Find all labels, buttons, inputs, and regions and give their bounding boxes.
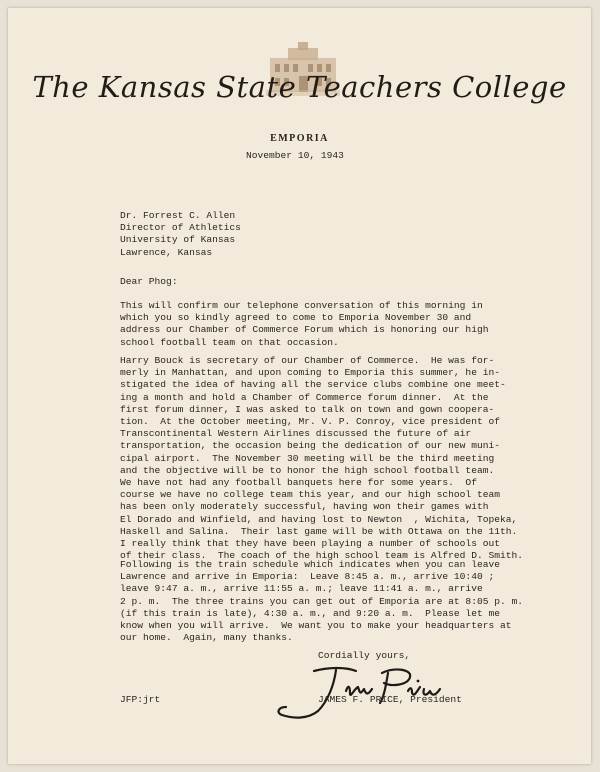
body-line: Haskell and Salina. Their last game will be with Ottawa on the 11th.: [120, 525, 518, 537]
letter-page: [8, 8, 591, 764]
letterhead-title: The Kansas State Teachers College: [32, 70, 567, 104]
body-line: This will confirm our telephone conversation of this morning in: [120, 300, 483, 311]
body-line: of their class. The coach of the high school team is Alfred D. Smith.: [120, 550, 524, 562]
body-line: tion. At the October meeting, Mr. V. P. Conroy, vice president of: [120, 416, 500, 428]
body-line: course we have no college team this year, and our high school team: [120, 489, 500, 501]
body-line: Lawrence and arrive in Emporia: Leave 8:45 a. m., arrive 10:40 ;: [120, 571, 495, 583]
body-line: We have not had any football banquets here for some years. Of: [120, 477, 477, 489]
salutation: Dear Phog:: [120, 276, 178, 287]
body-line: merly in Manhattan, and upon coming to Emporia this summer, he in-: [120, 367, 500, 379]
recipient-line: University of Kansas: [120, 234, 236, 246]
body-line: first forum dinner, I was asked to talk on town and gown coopera-: [120, 403, 495, 415]
body-line: cipal airport. The November 30 meeting will be the third meeting: [120, 452, 495, 464]
paragraph-background: [120, 355, 523, 562]
recipient-address: [120, 210, 241, 259]
body-line: leave 9:47 a. m., arrive 11:55 a. m.; leave 11:41 a. m., arrive: [120, 583, 483, 595]
body-line: address our Chamber of Commerce Forum which is honoring our high: [120, 324, 489, 336]
body-line: Following is the train schedule which indicates when you can leave: [120, 559, 500, 570]
body-line: which you so kindly agreed to come to Emporia November 30 and: [120, 312, 472, 324]
body-line: Transcontinental Western Airlines discussed the future of air: [120, 428, 472, 440]
body-line: stigated the idea of having all the service clubs combine one meet-: [120, 379, 506, 391]
signer-name: JAMES F. PRICE, President: [318, 694, 462, 705]
body-line: I really think that they have been playing a number of schools out: [120, 538, 500, 550]
body-line: school football team on that occasion.: [120, 336, 339, 348]
body-line: El Dorado and Winfield, and having lost to Newton , Wichita, Topeka,: [120, 513, 518, 525]
letterhead-city: EMPORIA: [270, 133, 329, 144]
body-line: 2 p. m. The three trains you can get out of Emporia are at 8:05 p. m.: [120, 595, 524, 607]
recipient-line: Lawrence, Kansas: [120, 246, 213, 258]
body-line: has been only moderately successful, having won their games with: [120, 501, 489, 513]
handwritten-signature: [274, 663, 444, 723]
typist-initials: JFP:jrt: [120, 694, 161, 705]
letter-date: November 10, 1943: [246, 150, 344, 161]
body-line: and the objective will be to honor the high school football team.: [120, 464, 495, 476]
body-line: know when you will arrive. We want you to make your headquarters at: [120, 620, 512, 632]
body-line: our home. Again, many thanks.: [120, 632, 293, 644]
recipient-line: Dr. Forrest C. Allen: [120, 210, 236, 221]
closing: Cordially yours,: [318, 650, 411, 661]
body-line: transportation, the occasion being the dedication of our new muni-: [120, 440, 500, 452]
recipient-line: Director of Athletics: [120, 222, 241, 234]
paragraph-confirmation: [120, 300, 488, 349]
body-line: Harry Bouck is secretary of our Chamber of Commerce. He was for-: [120, 355, 495, 366]
paragraph-train-schedule: [120, 559, 523, 644]
body-line: ing a month and hold a Chamber of Commerce forum dinner. At the: [120, 391, 489, 403]
body-line: (if this train is late), 4:30 a. m., and 9:20 a. m. Please let me: [120, 607, 500, 619]
